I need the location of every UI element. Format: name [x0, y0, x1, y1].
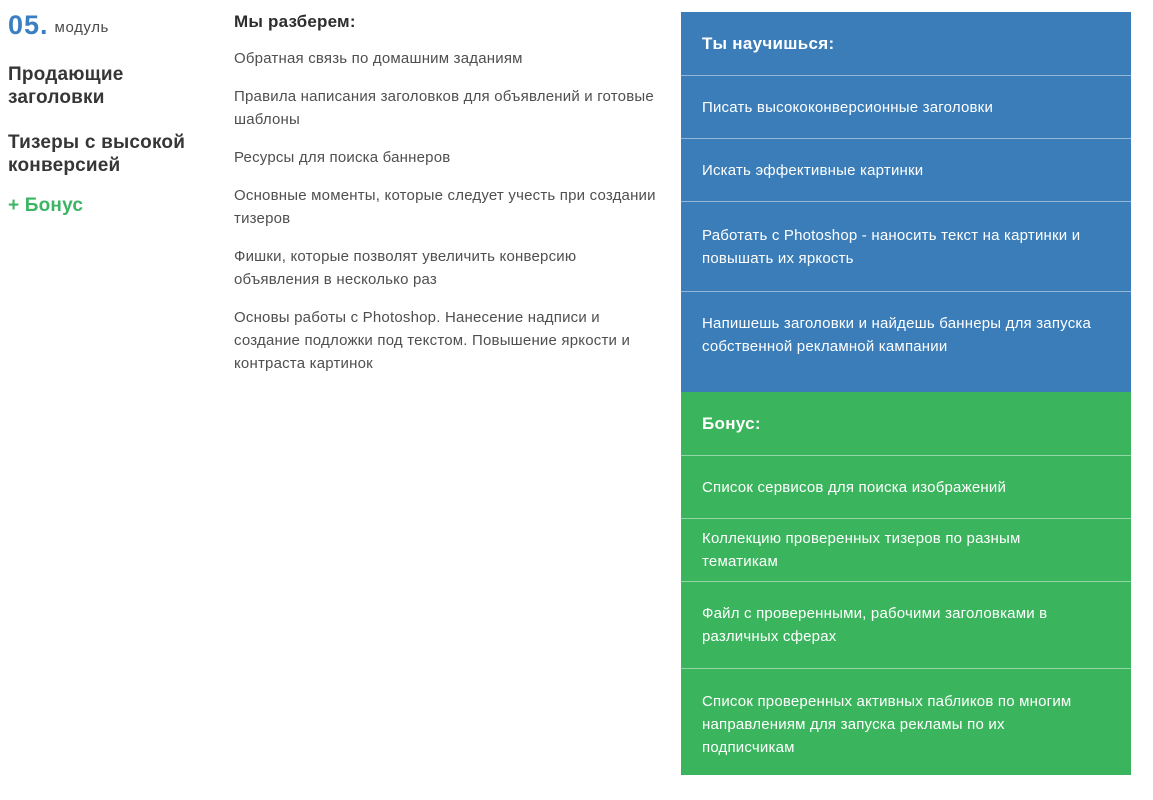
bonus-section [681, 392, 1131, 775]
module-summary-column [8, 10, 224, 217]
topic-item: Обратная связь по домашним заданиям [234, 50, 523, 67]
module-number: 05. [8, 10, 49, 40]
learn-item: Работать с Photoshop - наносить текст на картинки и повышать их яркость [681, 201, 1131, 291]
topic-item: Основные моменты, которые следует учесть при создании тизеров [234, 187, 656, 227]
module-title-teasers: Тизеры с высокой конверсией [8, 132, 186, 176]
topics-column [234, 12, 658, 375]
bonus-item: Файл с проверенными, рабочими заголовками в различных сферах [681, 581, 1131, 668]
bonus-item: Список проверенных активных пабликов по многим направлениям для запуска рекламы по их подписчикам [681, 668, 1131, 775]
learn-item: Напишешь заголовки и найдешь баннеры для запуска собственной рекламной кампании [681, 291, 1131, 392]
module-title-selling-headlines: Продающие заголовки [8, 64, 124, 108]
bonus-section-heading: Бонус: [702, 414, 761, 433]
topic-item: Ресурсы для поиска баннеров [234, 149, 451, 166]
bonus-item: Коллекцию проверенных тизеров по разным тематикам [681, 518, 1131, 581]
learn-section [681, 12, 1131, 392]
topics-heading: Мы разберем: [234, 12, 356, 31]
topic-item: Правила написания заголовков для объявлений и готовые шаблоны [234, 88, 654, 128]
topic-item: Основы работы с Photoshop. Нанесение надписи и создание подложки под текстом. Повышение яркости и контраста картинок [234, 309, 631, 372]
learn-item: Искать эффективные картинки [681, 138, 1131, 201]
module-label: модуль [54, 19, 109, 36]
topic-item: Фишки, которые позволят увеличить конверсию объявления в несколько раз [234, 248, 577, 288]
learn-section-heading: Ты научишься: [702, 34, 835, 53]
learn-item: Писать высококонверсионные заголовки [681, 75, 1131, 138]
bonus-link[interactable]: + Бонус [8, 195, 84, 216]
bonus-item: Список сервисов для поиска изображений [681, 455, 1131, 518]
outcomes-panel [681, 12, 1131, 775]
module-line [8, 10, 224, 41]
